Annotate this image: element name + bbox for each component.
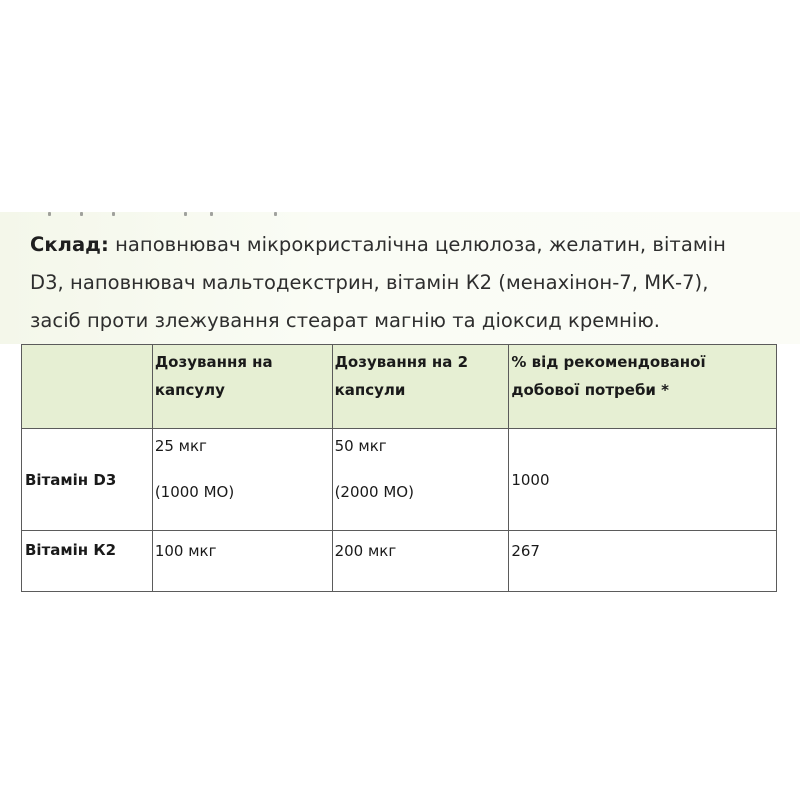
header-cell-empty <box>22 345 153 429</box>
composition-line-1-text: наповнювач мікрокристалічна целюлоза, желатин, вітамін <box>108 233 726 256</box>
dosage-table <box>21 344 777 592</box>
row-name-cell: Вітамін D3 <box>22 429 153 531</box>
daily-percent-cell: 1000 <box>509 429 777 531</box>
per-capsule-iu: (1000 МО) <box>154 483 235 501</box>
composition-line-2: D3, наповнювач мальтодекстрин, вітамін К2 (менахінон-7, МК-7), <box>30 271 709 294</box>
header-cell-per-two-capsules: Дозування на 2 капсули <box>332 345 509 429</box>
table-row <box>22 429 777 531</box>
daily-percent-cell: 267 <box>509 531 777 592</box>
table-row <box>22 531 777 592</box>
composition-label: Склад: <box>30 233 109 256</box>
composition-text <box>30 226 775 340</box>
header-cell-daily-percent: % від рекомендованої добової потреби * <box>509 345 777 429</box>
composition-line-3: засіб проти злежування стеарат магнію та діоксид кремнію. <box>30 309 661 332</box>
table-header-row <box>22 345 777 429</box>
per-two-capsules-cell: 200 мкг <box>332 531 509 592</box>
per-two-mcg: 50 мкг <box>334 437 387 455</box>
composition-section <box>0 212 800 344</box>
per-two-iu: (2000 МО) <box>334 483 414 501</box>
per-capsule-mcg: 25 мкг <box>154 437 207 455</box>
per-capsule-cell <box>152 429 332 531</box>
per-two-capsules-cell <box>332 429 509 531</box>
header-cell-per-capsule: Дозування на капсулу <box>152 345 332 429</box>
row-name-cell: Вітамін К2 <box>22 531 153 592</box>
cropped-text-edge <box>0 212 800 218</box>
per-capsule-cell: 100 мкг <box>152 531 332 592</box>
composition-line-1 <box>30 226 775 264</box>
